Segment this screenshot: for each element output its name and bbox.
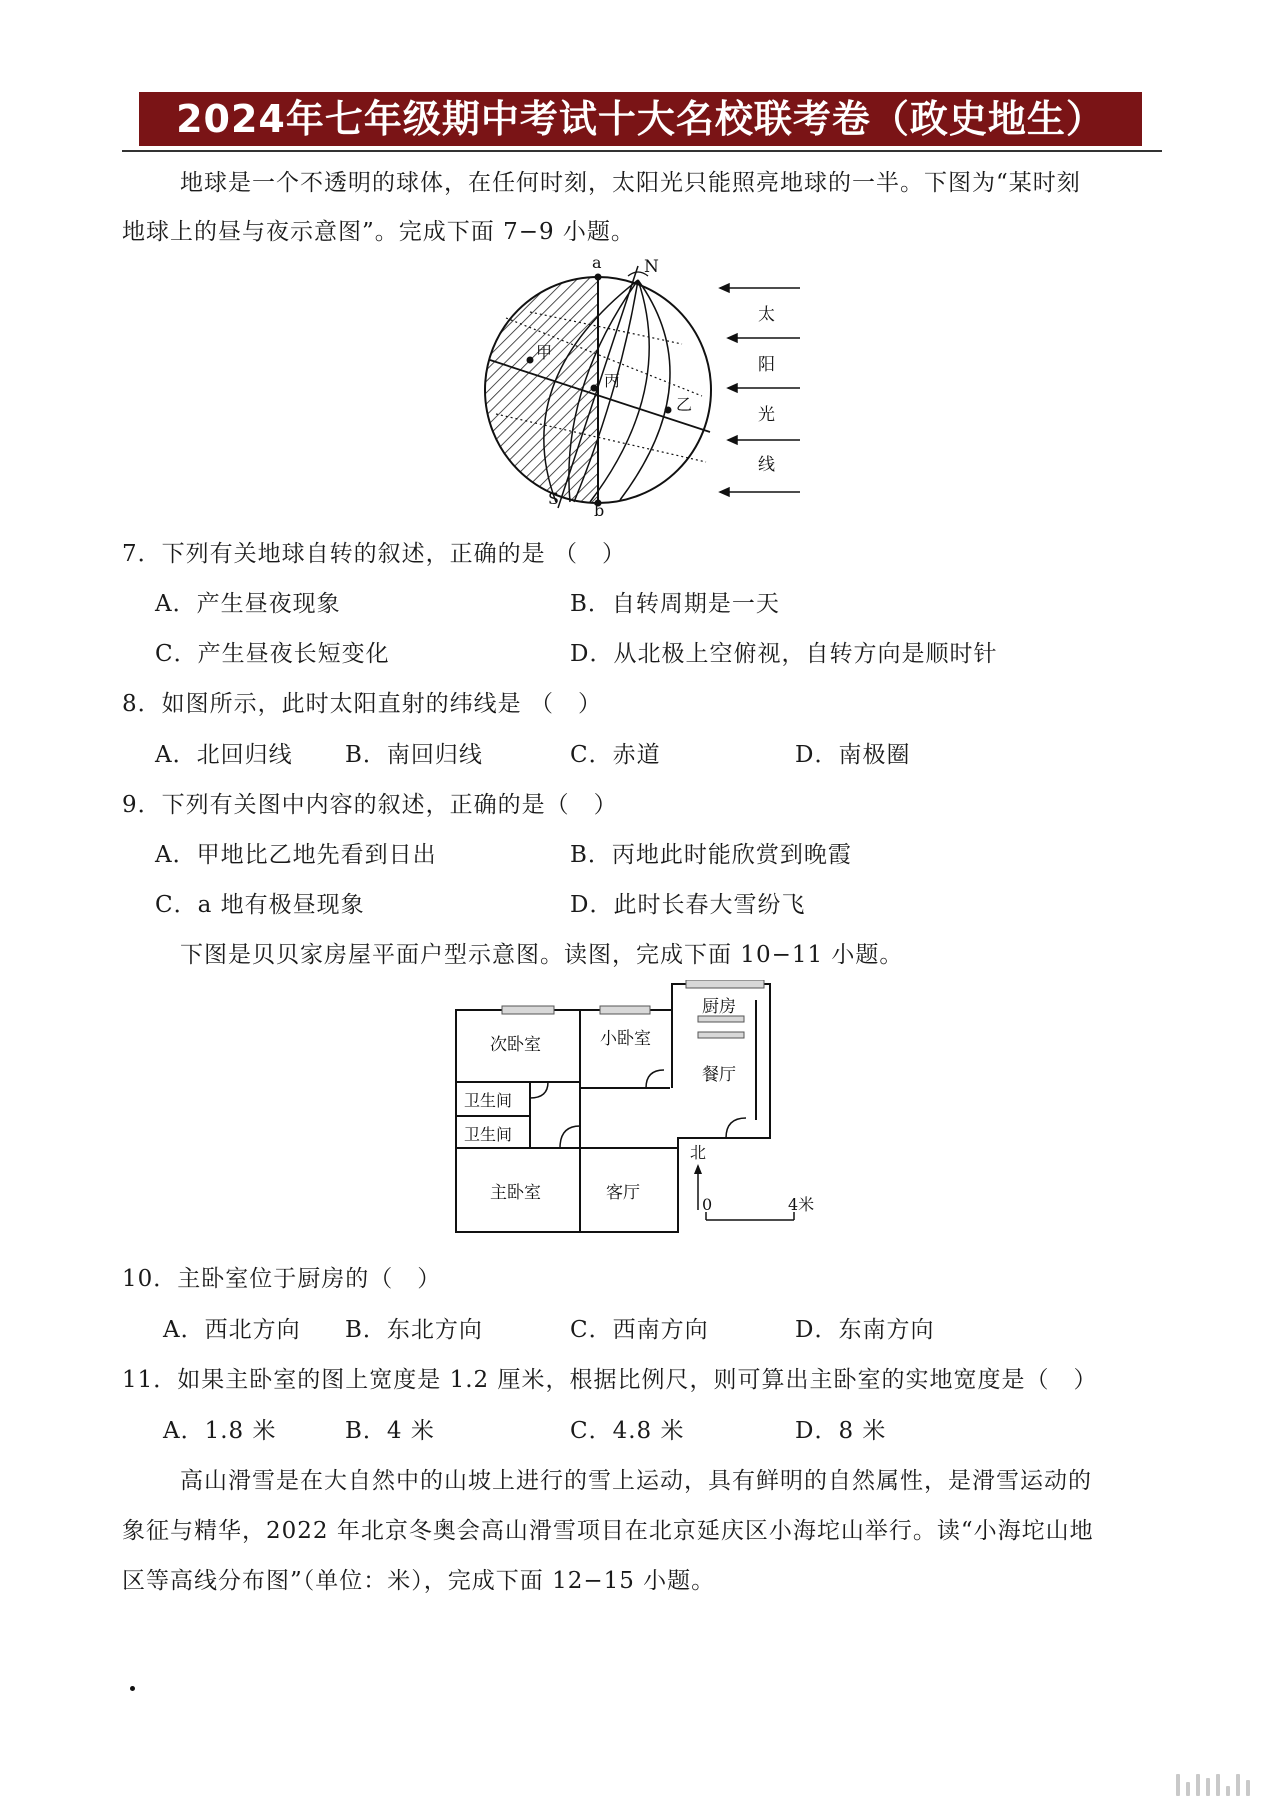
sunlight-char-3: 光 [758,405,775,425]
room-living-room: 客厅 [606,1183,640,1203]
label-bing: 丙 [604,371,621,390]
q11-option-a: A．1.8 米 [163,1418,277,1444]
intro3-line3: 区等高线分布图”（单位：米），完成下面 12−15 小题。 [122,1568,716,1594]
q11-option-d: D．8 米 [795,1418,887,1444]
intro2-text: 下图是贝贝家房屋平面户型示意图。读图，完成下面 10−11 小题。 [180,942,904,968]
floorplan-diagram [450,980,830,1240]
q10-option-b: B．东北方向 [345,1317,483,1343]
north-label: 北 [690,1143,707,1162]
sunlight-char-4: 线 [758,455,775,475]
room-small-bedroom: 小卧室 [600,1029,651,1049]
q9-option-a: A．甲地比乙地先看到日出 [155,842,437,868]
globe-diagram [470,250,820,520]
question-11-stem: 11．如果主卧室的图上宽度是 1.2 厘米，根据比例尺，则可算出主卧室的实地宽度是（ ） [122,1367,1098,1393]
room-master-bedroom: 主卧室 [490,1183,541,1203]
question-7-stem: 7．下列有关地球自转的叙述，正确的是 （ ） [122,541,626,567]
sunlight-char-2: 阳 [758,355,775,375]
scale-start-label: 0 [702,1195,713,1214]
q11-option-b: B．4 米 [345,1418,435,1444]
q7-option-c: C．产生昼夜长短变化 [155,641,390,667]
q7-option-a: A．产生昼夜现象 [155,591,341,617]
label-north-pole: N [644,257,659,277]
intro3-line2: 象征与精华，2022 年北京冬奥会高山滑雪项目在北京延庆区小海坨山举行。读“小海坨山地 [122,1518,1094,1544]
q8-option-a: A．北回归线 [155,742,293,768]
page-title: 2024年七年级期中考试十大名校联考卷（政史地生） [139,92,1142,146]
scale-end-label: 4米 [788,1195,815,1214]
intro1-line1: 地球是一个不透明的球体，在任何时刻，太阳光只能照亮地球的一半。下图为“某时刻 [180,170,1081,196]
room-bathroom-2: 卫生间 [464,1125,513,1144]
label-south-pole: S [548,489,559,508]
room-second-bedroom: 次卧室 [490,1035,541,1055]
label-jia: 甲 [536,343,553,362]
viewer-toolbar-icons[interactable] [1176,1770,1250,1796]
intro3-line1: 高山滑雪是在大自然中的山坡上进行的雪上运动，具有鲜明的自然属性，是滑雪运动的 [180,1468,1092,1494]
question-9-stem: 9．下列有关图中内容的叙述，正确的是（ ） [122,792,618,818]
q10-option-c: C．西南方向 [570,1317,709,1343]
q11-option-c: C．4.8 米 [570,1418,685,1444]
q9-option-b: B．丙地此时能欣赏到晚霞 [570,842,852,868]
intro1-line2: 地球上的昼与夜示意图”。完成下面 7−9 小题。 [122,219,635,245]
q7-option-b: B．自转周期是一天 [570,591,780,617]
q8-option-b: B．南回归线 [345,742,483,768]
q7-option-d: D．从北极上空俯视，自转方向是顺时针 [570,641,998,667]
label-b: b [594,501,605,520]
q9-option-d: D．此时长春大雪纷飞 [570,892,806,918]
question-10-stem: 10．主卧室位于厨房的（ ） [122,1266,442,1292]
q10-option-d: D．东南方向 [795,1317,935,1343]
page-dot [130,1686,135,1691]
label-a: a [592,253,602,272]
room-dining: 餐厅 [702,1065,736,1085]
label-yi: 乙 [676,395,693,414]
q10-option-a: A．西北方向 [163,1317,301,1343]
q8-option-c: C．赤道 [570,742,661,768]
room-bathroom-1: 卫生间 [464,1091,513,1110]
sunlight-char-1: 太 [758,305,775,325]
title-divider [122,150,1162,152]
q8-option-d: D．南极圈 [795,742,911,768]
q9-option-c: C．a 地有极昼现象 [155,892,365,918]
room-kitchen: 厨房 [702,997,736,1017]
question-8-stem: 8．如图所示，此时太阳直射的纬线是 （ ） [122,691,602,717]
